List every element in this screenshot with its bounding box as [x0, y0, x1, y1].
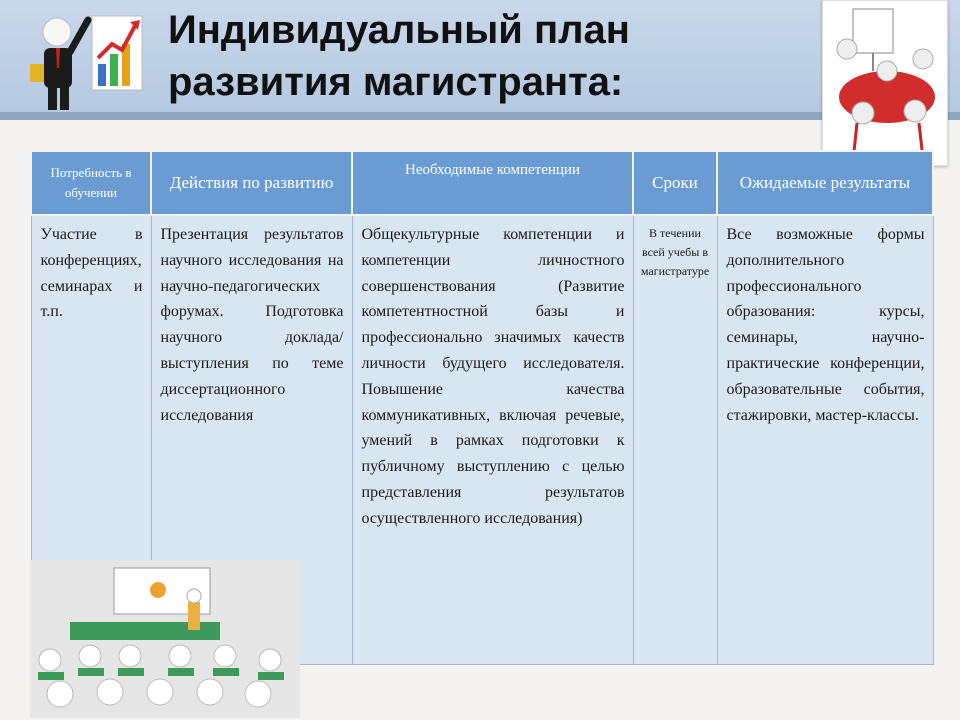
title-line-1: Индивидуальный план — [168, 8, 630, 52]
cell-required-competencies: Общекультурные компетенции и компетенции личностного совершенствования (Развитие компетентностной базы и профессионально значимых качеств личности будущего исследователя. Повышение качества коммуникативных, включая речевые, умений в рамках подготовки к публичному выступлению с целью представления результатов осуществленного исследования) — [352, 215, 633, 665]
title-line-2: развития магистранта: — [168, 60, 624, 104]
header-terms: Сроки — [633, 151, 717, 215]
header-training-need: Потребность в обучении — [31, 151, 151, 215]
cell-training-need: Участие в конференциях, семинарах и т.п. — [31, 215, 151, 665]
cell-terms: В течении всей учебы в магистратуре — [633, 215, 717, 665]
header-development-actions: Действия по развитию — [151, 151, 352, 215]
header-required-competencies: Необходимые компетенции — [352, 151, 633, 215]
page-title — [168, 4, 630, 108]
header-expected-results: Ожидаемые результаты — [717, 151, 933, 215]
cell-development-actions: Презентация результатов научного исследования на научно-педагогических форумах. Подготовка научного доклада/выступления по теме диссертационного исследования — [151, 215, 352, 665]
growth-chart-icon — [92, 16, 142, 90]
classroom-illustration — [30, 560, 300, 718]
businessman-illustration — [12, 6, 152, 114]
cell-expected-results: Все возможные формы дополнительного профессионального образования: курсы, семинары, научно-практические конференции, образовательные события, стажировки, мастер-классы. — [717, 215, 933, 665]
meeting-table-icon — [823, 1, 947, 165]
meeting-illustration — [822, 0, 948, 166]
